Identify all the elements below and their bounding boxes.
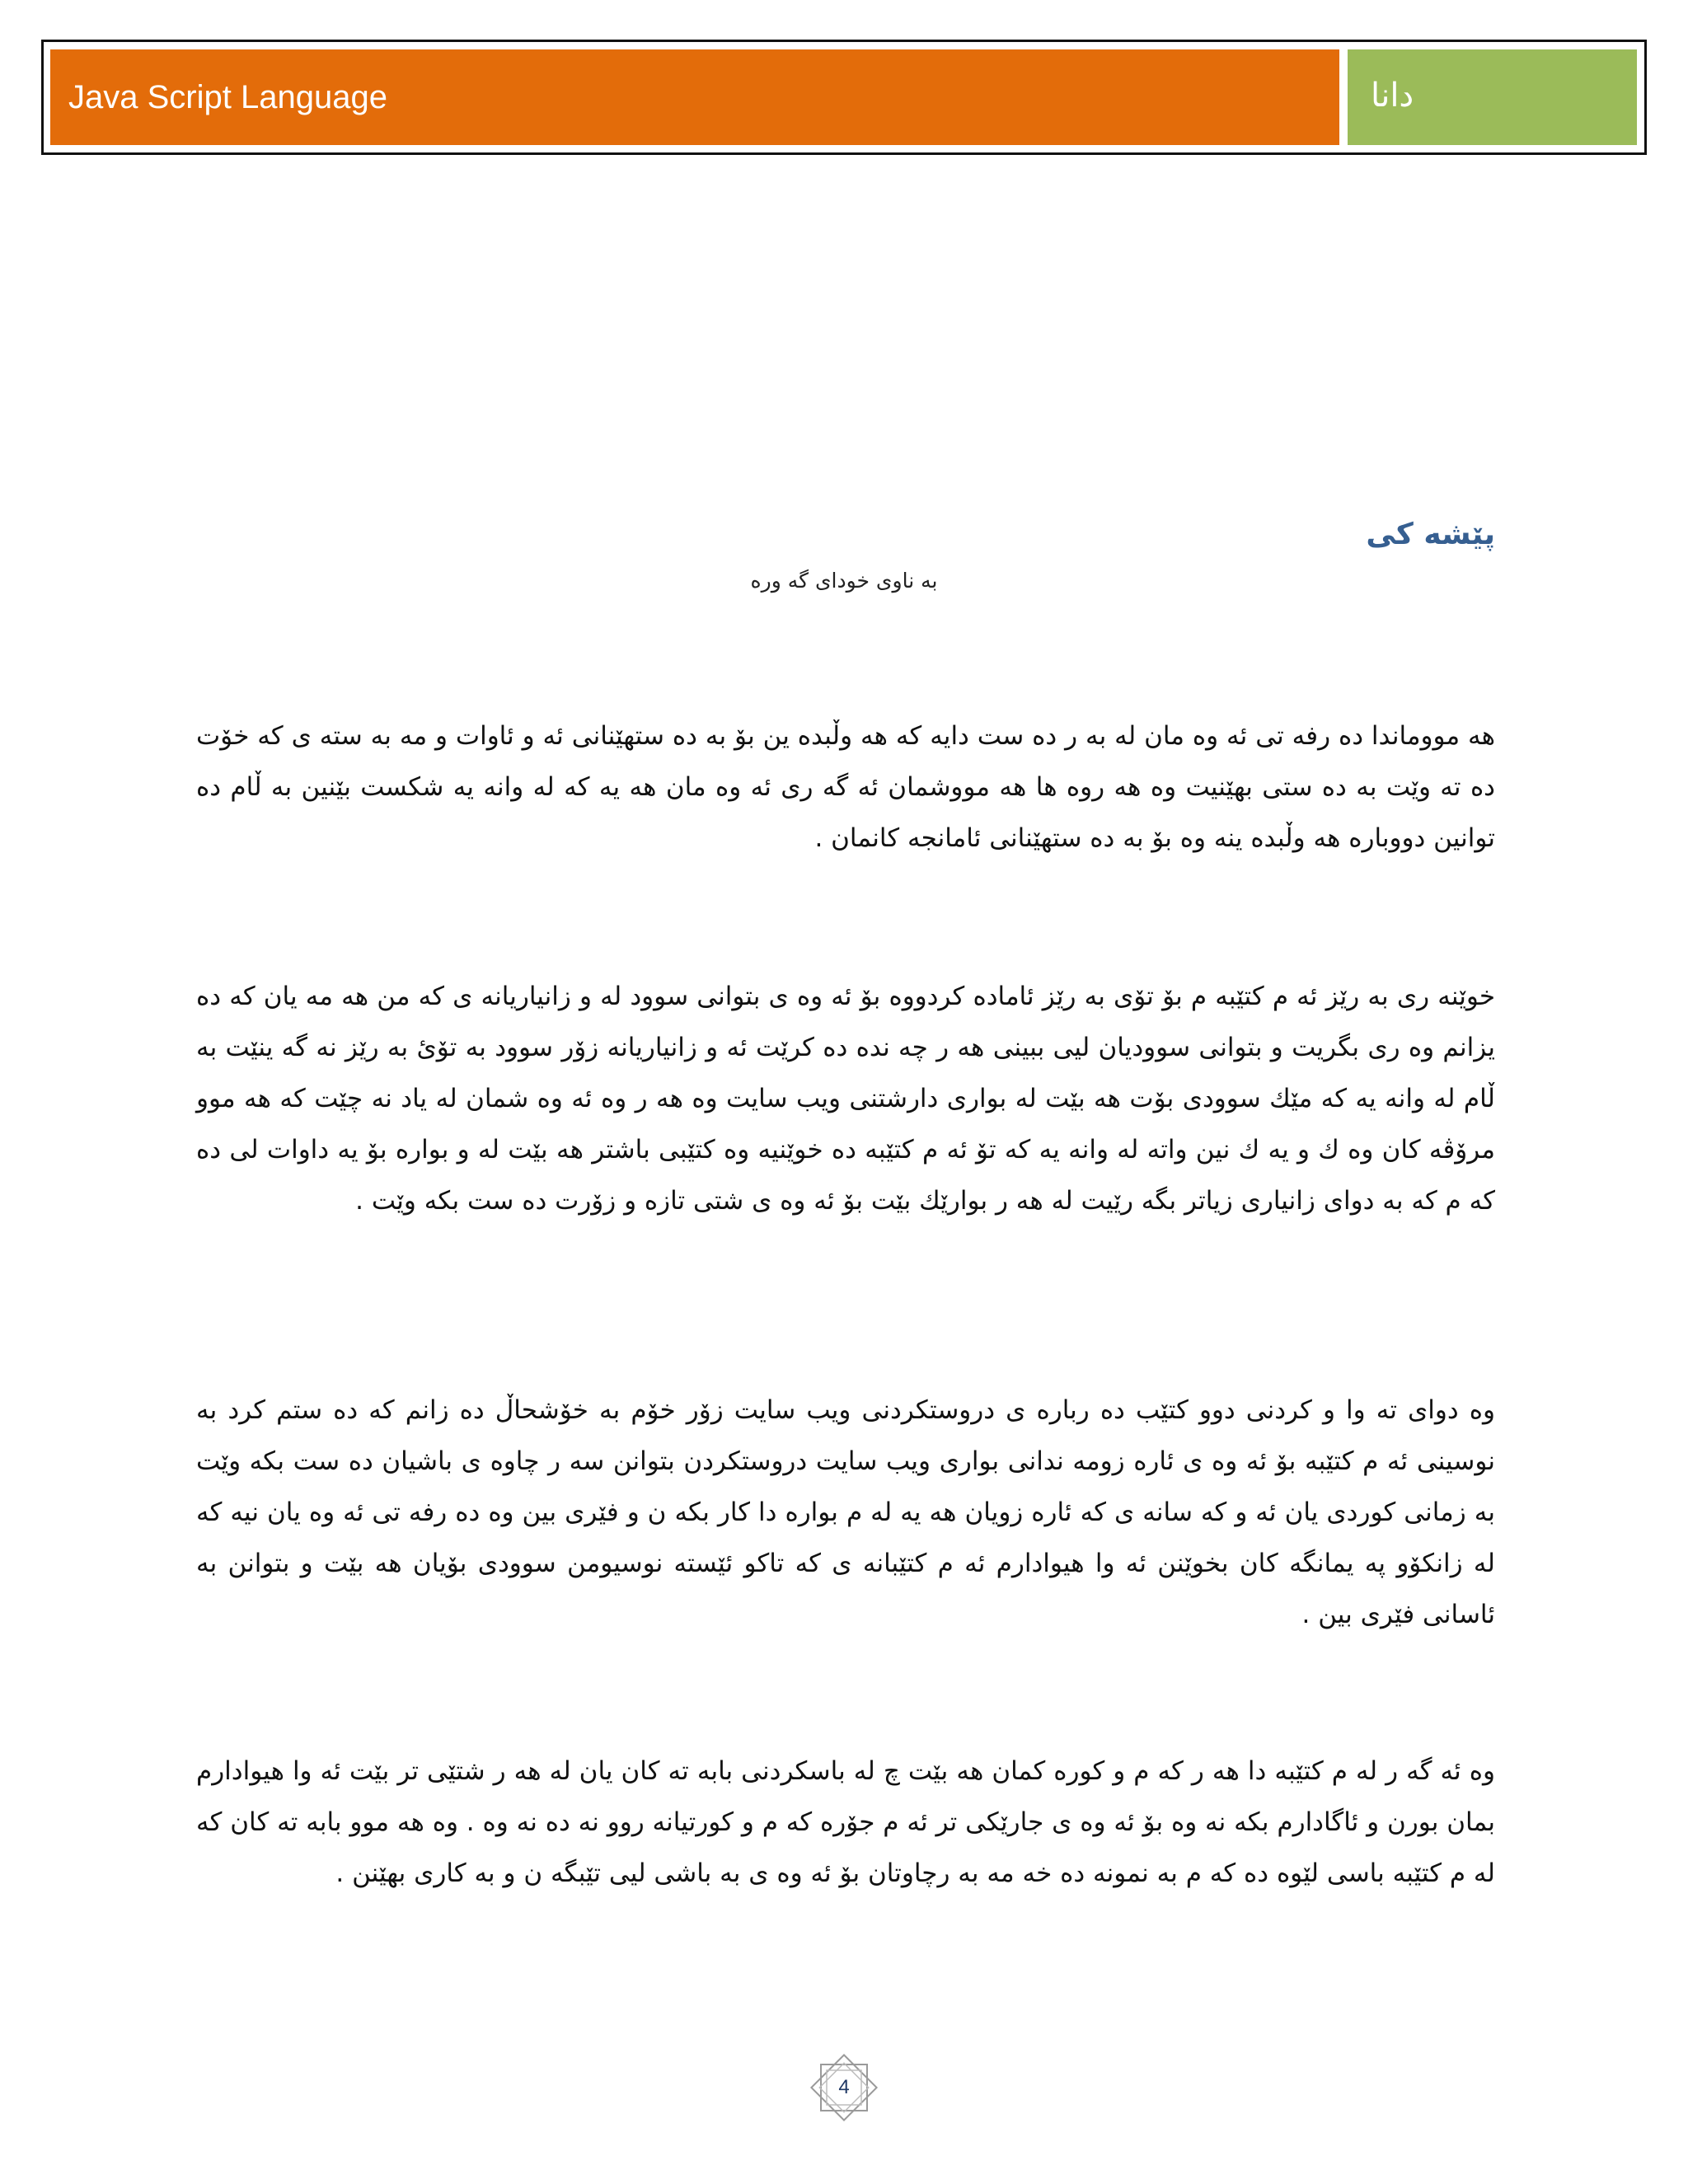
paragraph-2: خوێنه ری به رێز ئه م کتێبه م بۆ تۆی به رێز ئاماده کردووه بۆ ئه وه ی بتوانی سوود له و زانیاریانه ی که من هه مه یان که ده یزانم وه ری بگریت و بتوانی سوودیان لیی ببینی هه ر چه نده ده کرێت ئه و زانیاریانه زۆر سوود به تۆئ به رێز نه گه ینێت به ڵام له وانه یه که مێك سوودی بۆت هه بێت له بواری دارشتنی ویب سایت وه هه ر وه ئه وه شمان له یاد نه چێت که هه موو مرۆڤه كان وه ك و یه ك نین واته له وانه یه كه تۆ ئه م كتێبه ده خوێنیه وه كتێبی باشتر هه بێت له و بواره بۆ یه داوات لی ده كه م كه به دوای زانیاری زیاتر بگه رێیت له هه ر بوارێك بێت بۆ ئه وه ی شتی تازه و زۆرت ده ست بكه وێت . [196, 982, 1495, 1216]
paragraph-3: وه دوای ته وا و کردنی دوو کتێب ده رباره ی دروستکردنی ویب سایت زۆر خۆم به خۆشحاڵ ده زانم که ده ستم کرد به نوسینی ئه م کتێبه بۆ ئه وه ی ئاره زومه ندانی بواری ویب سایت دروستکردن بتوانن سه ر چاوه ی باشیان ده ست بکه وێت به زمانی کوردی یان ئه و که سانه ی که ئاره زویان هه یه له م بواره دا کار بکه ن و فێری بین وه ده رفه تی ئه وه یان نیه که له زانکۆو په یمانگه کان بخوێنن ئه وا هیوادارم ئه م کتێبانه ی که تاکو ئێسته نوسیومن سوودی بۆیان هه بێت و بتوانن به ئاسانی فێری بین . [196, 1395, 1495, 1629]
author-name: دانا [1371, 77, 1414, 115]
basmala-line: به ناوی خودای گه وره [750, 569, 938, 593]
page-number: 4 [838, 2076, 850, 2098]
header-title-bar [48, 47, 1342, 148]
section-heading: پێشه کی [1366, 518, 1495, 551]
document-title: Java Script Language [68, 79, 387, 115]
header-author-bar [1345, 47, 1639, 148]
paragraph-1: هه مووماندا ده رفه تی ئه وه مان له به ر ده ست دایه که هه وڵبده ین بۆ به ده ستهێنانی ئه و ئاوات و مه به سته ی که خۆت ده ته وێت به ده ستی بهێنیت وه هه روه ها هه مووشمان ئه گه ری ئه وه مان هه یه که له وانه یه شکست بێنین به ڵام ده توانین دووباره هه وڵبده ینه وه بۆ به ده ستهێنانی ئامانجه کانمان . [196, 721, 1495, 853]
paragraph-4: وه ئه گه ر له م کتێبه دا هه ر که م و کوره کمان هه بێت چ له باسکردنی بابه ته کان یان له هه ر شتێی تر بێت ئه وا هیوادارم بمان بورن و ئاگادارم بکه نه وه بۆ ئه وه ی جارێکی تر ئه م جۆره که م و کورتیانه روو نه ده نه وه . وه هه موو بابه ته کان که له م کتێبه باسی لێوه ده که م به نمونه ده خه مه به رچاوتان بۆ ئه وه ی به باشی لیی تێبگه ن و به کاری بهێنن . [196, 1756, 1495, 1888]
